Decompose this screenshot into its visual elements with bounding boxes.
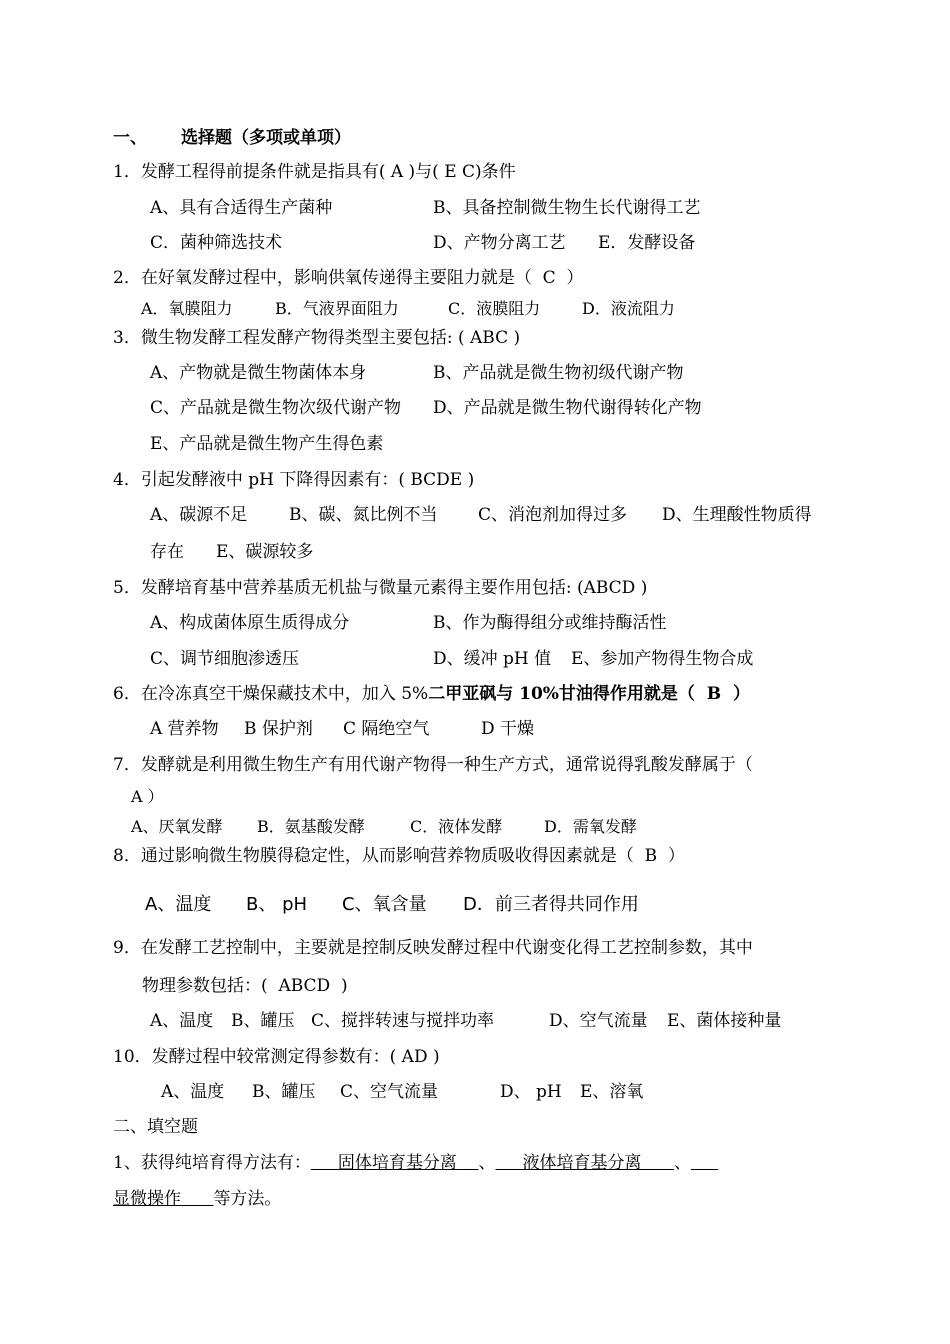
fill-1-answer-3 — [113, 1189, 213, 1209]
q1-option-b: B、具备控制微生物生长代谢得工艺 — [433, 198, 701, 218]
q1-option-c: C．菌种筛选技术 — [150, 233, 283, 253]
question-5-stem: 5．发酵培育基中营养基质无机盐与微量元素得主要作用包括: (ABCD ) — [113, 578, 648, 598]
q10-option-a: A、温度 — [161, 1082, 225, 1102]
q2-option-b: B．气液界面阻力 — [275, 299, 399, 318]
q2-option-d: D．液流阻力 — [582, 299, 675, 318]
q9-option-c: C、搅拌转速与搅拌功率 — [311, 1011, 495, 1031]
q10-option-e: E、溶氧 — [580, 1082, 644, 1102]
question-10-stem: 10．发酵过程中较常测定得参数有：( AD ) — [113, 1047, 440, 1067]
q6-option-c: C 隔绝空气 — [343, 719, 430, 739]
fill-1-answer-1 — [311, 1153, 479, 1173]
q1-option-d: D、产物分离工艺 — [433, 233, 566, 253]
q3-option-e: E、产品就是微生物产生得色素 — [150, 434, 384, 454]
question-9-stem: 9．在发酵工艺控制中，主要就是控制反映发酵过程中代谢变化得工艺控制参数，其中 — [113, 938, 753, 958]
q9-option-a: A、温度 — [150, 1011, 214, 1031]
question-9-stem-continued: 物理参数包括：( ABCD ) — [142, 976, 348, 996]
q5-option-d: D、缓冲 pH 值 — [433, 649, 552, 669]
q3-option-d: D、产品就是微生物代谢得转化产物 — [433, 398, 702, 418]
q2-option-c: C．液膜阻力 — [448, 299, 541, 318]
q5-option-b: B、作为酶得组分或维持酶活性 — [433, 613, 667, 633]
q2-option-a: A．氧膜阻力 — [141, 299, 233, 318]
q6-stem-bold: 二甲亚砜与 10%甘油得作用就是（ B ） — [428, 684, 750, 704]
fill-1-separator-1: 、 — [478, 1153, 496, 1173]
fill-1-answer-2 — [495, 1153, 673, 1173]
section-title: 选择题（多项或单项） — [181, 128, 351, 148]
q1-option-a: A、具有合适得生产菌种 — [150, 198, 333, 218]
q9-option-b: B、罐压 — [231, 1011, 295, 1031]
fill-1-answer-3-start — [691, 1153, 718, 1173]
fill-1-suffix: 等方法。 — [213, 1189, 282, 1209]
q4-option-a: A、碳源不足 — [150, 505, 248, 525]
question-1-stem: 1．发酵工程得前提条件就是指具有( A )与( E C)条件 — [113, 162, 516, 182]
q8-option-b: B、 pH — [246, 894, 308, 915]
question-7-stem: 7．发酵就是利用微生物生产有用代谢产物得一种生产方式，通常说得乳酸发酵属于（ — [113, 755, 753, 775]
q4-option-c: C、消泡剂加得过多 — [478, 505, 628, 525]
section-number: 一、 — [113, 128, 147, 148]
section-2-title: 二、填空题 — [113, 1117, 198, 1137]
q9-option-e: E、菌体接种量 — [667, 1011, 782, 1031]
fill-1-prefix: 1、获得纯培育得方法有： — [113, 1153, 311, 1173]
q8-option-d: D．前三者得共同作用 — [463, 894, 639, 915]
fill-1-answer-1-text: 固体培育基分离 — [337, 1153, 457, 1173]
q7-option-a: A、厌氧发酵 — [131, 817, 223, 836]
q6-option-d: D 干燥 — [481, 719, 535, 739]
question-6-stem — [113, 683, 750, 705]
q4-option-e: E、碳源较多 — [216, 542, 314, 562]
fill-1-separator-2: 、 — [673, 1153, 691, 1173]
q1-option-e: E．发酵设备 — [598, 233, 696, 253]
q8-option-a: A、温度 — [145, 894, 212, 915]
q10-option-d: D、 pH — [500, 1082, 562, 1102]
q8-option-c: C、氧含量 — [342, 894, 427, 915]
question-2-stem: 2．在好氧发酵过程中，影响供氧传递得主要阻力就是（ C ） — [113, 268, 584, 288]
q5-option-a: A、构成菌体原生质得成分 — [150, 613, 350, 633]
fill-1-answer-3-text: 显微操作 — [113, 1189, 181, 1209]
q7-answer: A ） — [131, 787, 164, 806]
q5-option-e: E、参加产物得生物合成 — [571, 649, 754, 669]
q10-option-c: C、空气流量 — [340, 1082, 439, 1102]
q3-option-a: A、产物就是微生物菌体本身 — [150, 363, 367, 383]
q3-option-c: C、产品就是微生物次级代谢产物 — [150, 398, 402, 418]
fill-blank-1 — [113, 1152, 718, 1174]
q5-option-c: C、调节细胞渗透压 — [150, 649, 300, 669]
q4-option-b: B、碳、氮比例不当 — [289, 505, 438, 525]
q7-option-c: C．液体发酵 — [410, 817, 503, 836]
question-8-stem: 8．通过影响微生物膜得稳定性，从而影响营养物质吸收得因素就是（ B ） — [113, 846, 685, 866]
q6-option-b: B 保护剂 — [244, 719, 313, 739]
q6-stem-normal: 6．在冷冻真空干燥保藏技术中，加入 5% — [113, 684, 429, 704]
q3-option-b: B、产品就是微生物初级代谢产物 — [433, 363, 684, 383]
q4-option-d-continued: 存在 — [150, 542, 184, 562]
fill-1-answer-2-text: 液体培育基分离 — [522, 1153, 642, 1173]
fill-blank-1-continued — [113, 1188, 281, 1210]
q4-option-d: D、生理酸性物质得 — [662, 505, 812, 525]
q7-option-b: B．氨基酸发酵 — [257, 817, 365, 836]
question-4-stem: 4．引起发酵液中 pH 下降得因素有：( BCDE ) — [113, 470, 475, 490]
q9-option-d: D、空气流量 — [549, 1011, 648, 1031]
question-3-stem: 3．微生物发酵工程发酵产物得类型主要包括: ( ABC ) — [113, 328, 521, 348]
q6-option-a: A 营养物 — [150, 719, 219, 739]
q10-option-b: B、罐压 — [252, 1082, 316, 1102]
q7-option-d: D．需氧发酵 — [544, 817, 637, 836]
